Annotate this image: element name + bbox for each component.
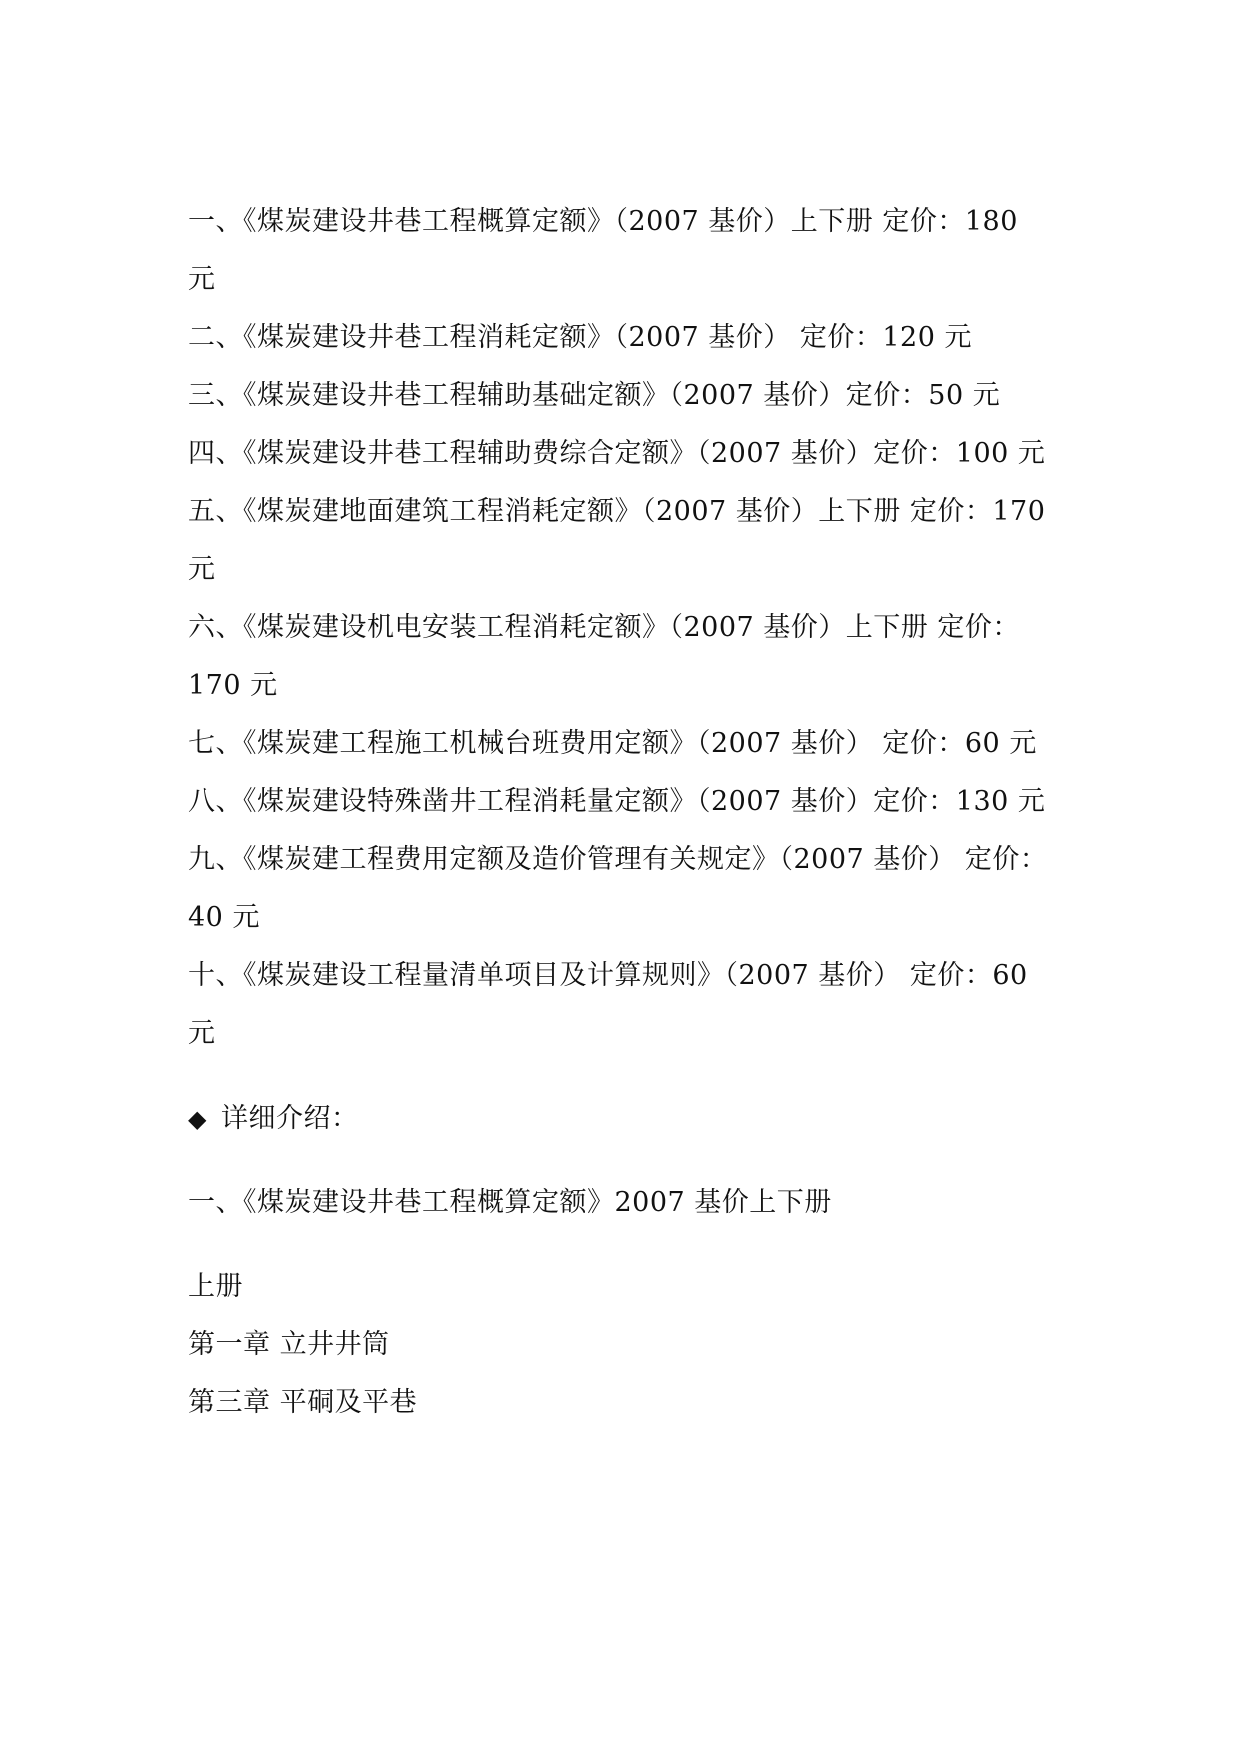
volume-label: 上册 [188, 1271, 243, 1302]
diamond-bullet-icon: ◆ [188, 1105, 207, 1133]
detail-heading-text: 详细介绍： [220, 1103, 359, 1134]
price-line-2: 二、《煤炭建设井巷工程消耗定额》（2007 基价） 定价：120 元 [188, 322, 972, 353]
price-line-1-cont: 元 [188, 264, 216, 295]
price-line-8: 八、《煤炭建设特殊凿井工程消耗量定额》（2007 基价）定价：130 元 [188, 786, 1046, 817]
price-line-1: 一、《煤炭建设井巷工程概算定额》（2007 基价）上下册 定价：180 [188, 206, 1018, 237]
chapter-line: 第一章 立井井筒 [188, 1329, 390, 1360]
detail-heading [188, 1102, 1068, 1136]
price-line-5: 五、《煤炭建地面建筑工程消耗定额》（2007 基价）上下册 定价：170 [188, 496, 1046, 527]
chapter-line: 第三章 平硐及平巷 [188, 1387, 418, 1418]
price-line-9-cont: 40 元 [188, 902, 260, 933]
price-line-10: 十、《煤炭建设工程量清单项目及计算规则》（2007 基价） 定价：60 [188, 960, 1028, 991]
price-line-6: 六、《煤炭建设机电安装工程消耗定额》（2007 基价）上下册 定价： [188, 612, 1020, 643]
price-line-10-cont: 元 [188, 1018, 216, 1049]
price-line-4: 四、《煤炭建设井巷工程辅助费综合定额》（2007 基价）定价：100 元 [188, 438, 1046, 469]
price-line-7: 七、《煤炭建工程施工机械台班费用定额》（2007 基价） 定价：60 元 [188, 728, 1037, 759]
price-line-3: 三、《煤炭建设井巷工程辅助基础定额》（2007 基价）定价：50 元 [188, 380, 1001, 411]
price-line-9: 九、《煤炭建工程费用定额及造价管理有关规定》（2007 基价） 定价： [188, 844, 1048, 875]
price-line-6-cont: 170 元 [188, 670, 278, 701]
detail-item-title: 一、《煤炭建设井巷工程概算定额》2007 基价上下册 [188, 1187, 832, 1218]
price-line-5-cont: 元 [188, 554, 216, 585]
